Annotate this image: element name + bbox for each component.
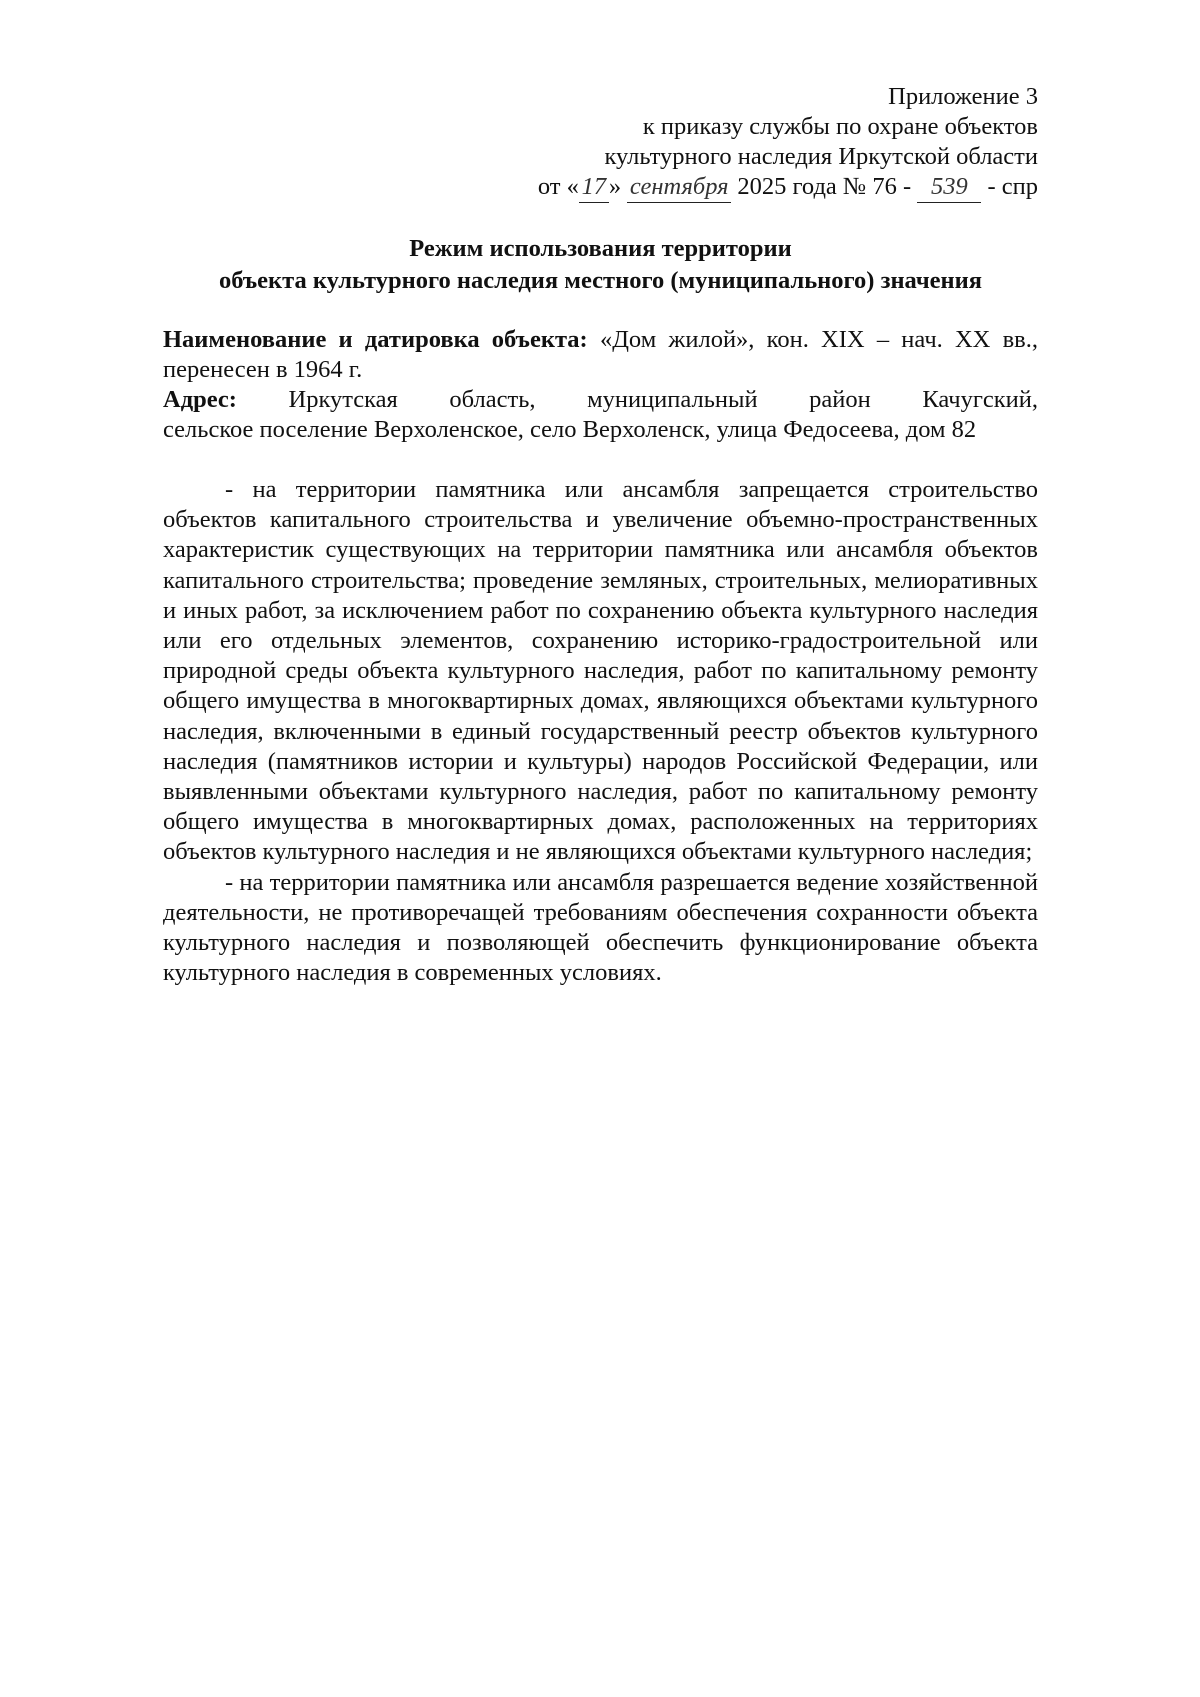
handwritten-month: сентября xyxy=(627,172,731,203)
appendix-ref-line: к приказу службы по охране объектов xyxy=(642,113,1038,140)
object-address-cont: сельское поселение Верхоленское, село Верхоленск, улица Федосеева, дом 82 xyxy=(163,416,977,443)
permission-paragraph: - на территории памятника или ансамбля разрешается ведение хозяйственной деятельности, не противоречащей требованиям обеспечения сохранности объекта культурного наследия и позволяющей обеспечить функционирование объекта культурного наследия в современных условиях. xyxy=(163,868,1038,987)
appendix-header xyxy=(163,82,1038,203)
prohibition-paragraph: - на территории памятника или ансамбля запрещается строительство объектов капитального строительства и увеличение объемно-пространственных характеристик существующих на территории памятника или ансамбля объектов капитального строительства; проведение земляных, строительных, мелиоративных и иных работ, за исключением работ по сохранению объекта культурного наследия или его отдельных элементов, сохранению историко-градостроительной или природной среды объекта культурного наследия, работ по капитальному ремонту общего имущества в многоквартирных домах, являющихся объектами культурного наследия, включенными в единый государственный реестр объектов культурного наследия (памятников истории и культуры) народов Российской Федерации, или выявленными объектами культурного наследия, работ по капитальному ремонту общего имущества в многоквартирных домах, расположенных на территориях объектов культурного наследия и не являющихся объектами культурного наследия; xyxy=(163,476,1038,866)
document-page xyxy=(163,82,1038,988)
handwritten-number: 539 xyxy=(917,172,981,203)
regime-text xyxy=(163,475,1038,988)
appendix-number: Приложение 3 xyxy=(888,83,1038,110)
order-date-line: от « 17 » сентября 2025 года № 76 - 539 - спр xyxy=(163,172,1038,203)
object-info xyxy=(163,325,1038,445)
handwritten-day: 17 xyxy=(579,172,609,203)
object-address: Адрес: Иркутская область, муниципальный район Качугский, xyxy=(163,386,1038,413)
object-name: Наименование и датировка объекта: «Дом жилой», кон. XIX – нач. XX вв., перенесен в 1964 г. xyxy=(163,326,1038,383)
document-title: Режим использования территории объекта культурного наследия местного (муниципального) значения xyxy=(218,235,983,294)
appendix-ref-line: культурного наследия Иркутской области xyxy=(604,143,1038,170)
